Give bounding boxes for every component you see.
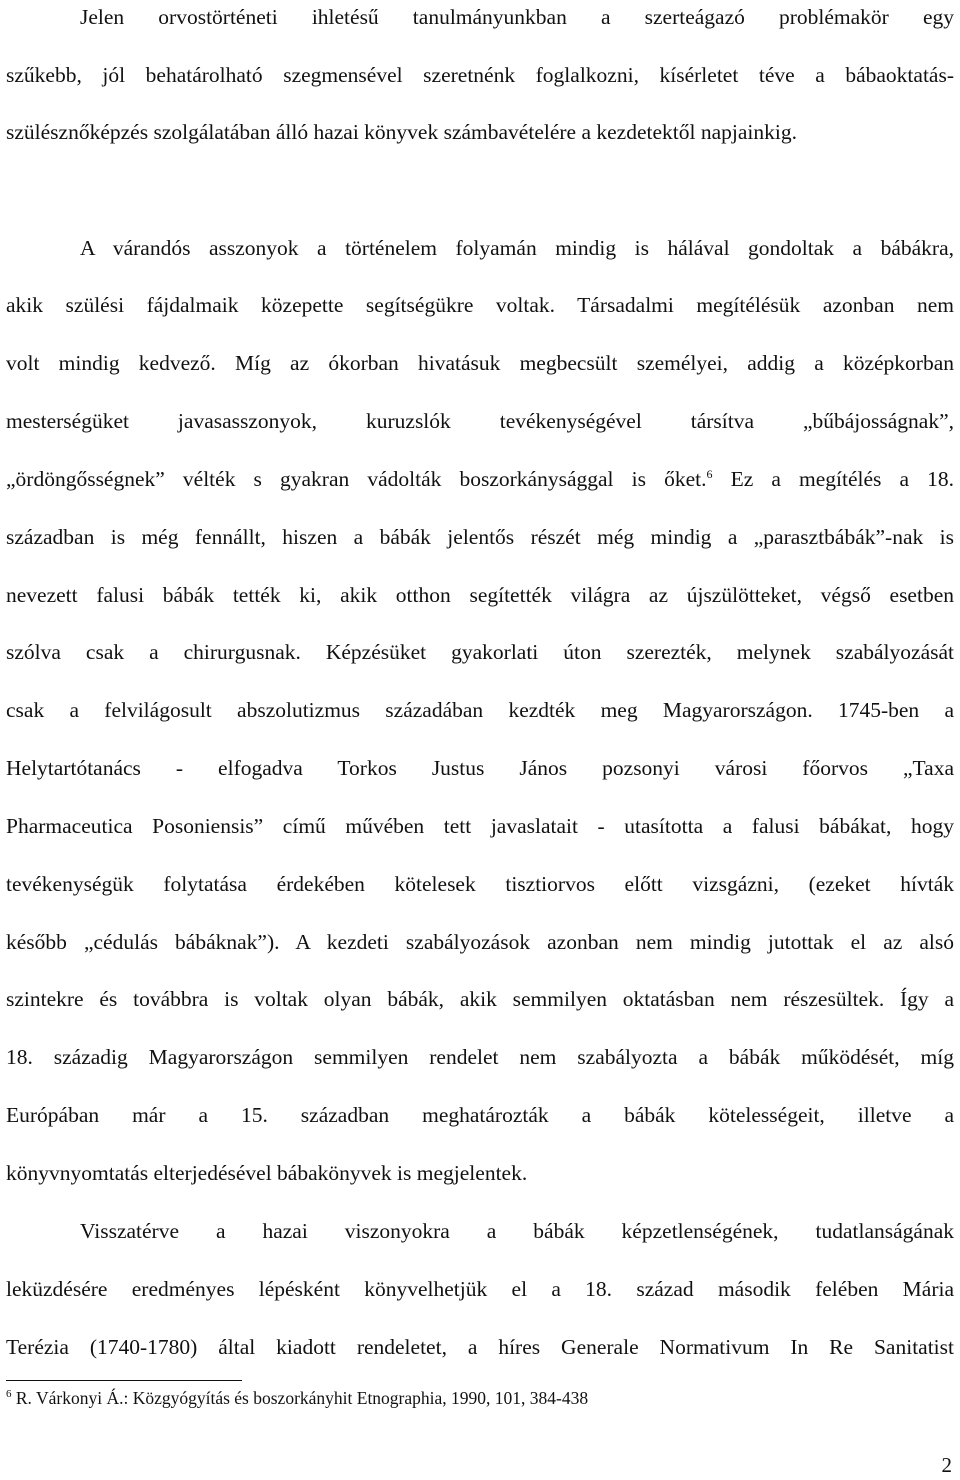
paragraph-2-line-11: Pharmaceutica Posoniensis” című művében tett javaslatait - utasította a falusi bábákat, hogy [6, 814, 954, 838]
paragraph-2-line-17: könyvnyomtatás elterjedésével bábakönyvek is megjelentek. [6, 1161, 528, 1185]
footnote [6, 1386, 954, 1410]
page-number: 2 [941, 1453, 952, 1477]
paragraph-2-line-4: mesterségüket javasasszonyok, kuruzslók tevékenységével társítva „bűbájosságnak”, [6, 409, 954, 433]
footnote-mark: 6 [6, 1388, 12, 1401]
paragraph-2-line-14: szintekre és továbbra is voltak olyan bábák, akik semmilyen oktatásban nem részesültek. Így a [6, 987, 954, 1011]
paragraph-1-line-2: szűkebb, jól behatárolható szegmensével szeretnénk foglalkozni, kísérletet téve a bábaoktatás- [6, 63, 954, 87]
paragraph-3-line-1: Visszatérve a hazai viszonyokra a bábák képzetlenségének, tudatlanságának [80, 1219, 954, 1243]
line-text-continued: Ez a megítélés a 18. [712, 467, 954, 491]
paragraph-2-line-8: szólva csak a chirurgusnak. Képzésüket gyakorlati úton szerezték, melynek szabályozását [6, 640, 954, 664]
paragraph-3-line-3: Terézia (1740-1780) által kiadott rendeletet, a híres Generale Normativum In Re Sanitatist [6, 1335, 954, 1359]
footnote-reference[interactable]: 6 [706, 466, 713, 481]
paragraph-2-line-2: akik szülési fájdalmaik közepette segítségükre voltak. Társadalmi megítélésük azonban nem [6, 293, 954, 317]
paragraph-2-line-6: században is még fennállt, hiszen a bábák jelentős részét még mindig a „parasztbábák”-nak is [6, 525, 954, 549]
paragraph-2-line-7: nevezett falusi bábák tették ki, akik otthon segítették világra az újszülötteket, végső esetben [6, 583, 954, 607]
paragraph-1-line-1: Jelen orvostörténeti ihletésű tanulmányunkban a szerteágazó problémakör egy [80, 5, 954, 29]
paragraph-2-line-3: volt mindig kedvező. Míg az ókorban hivatásuk megbecsült személyei, addig a középkorban [6, 351, 954, 375]
paragraph-2-line-9: csak a felvilágosult abszolutizmus századában kezdték meg Magyarországon. 1745-ben a [6, 698, 954, 722]
paragraph-2-line-15: 18. századig Magyarországon semmilyen rendelet nem szabályozta a bábák működését, míg [6, 1045, 954, 1069]
paragraph-1-line-3: szülésznőképzés szolgálatában álló hazai könyvek számbavételére a kezdetektől napjainkig. [6, 120, 797, 144]
paragraph-2-line-16: Európában már a 15. században meghatározták a bábák kötelességeit, illetve a [6, 1103, 954, 1127]
footnote-text: R. Várkonyi Á.: Közgyógyítás és boszorkányhit Etnographia, 1990, 101, 384-438 [11, 1388, 589, 1408]
paragraph-2-line-13: később „cédulás bábáknak”). A kezdeti szabályozások azonban nem mindig jutottak el az alsó [6, 930, 954, 954]
line-text: „ördöngősségnek” vélték s gyakran vádolták boszorkánysággal is őket. [6, 467, 707, 491]
paragraph-2-line-12: tevékenységük folytatása érdekében kötelesek tisztiorvos előtt vizsgázni, (ezeket hívták [6, 872, 954, 896]
paragraph-3-line-2: leküzdésére eredményes lépésként könyvelhetjük el a 18. század második felében Mária [6, 1277, 954, 1301]
footnote-separator [6, 1380, 242, 1381]
paragraph-2-line-5 [6, 464, 954, 494]
paragraph-2-line-1: A várandós asszonyok a történelem folyamán mindig is hálával gondoltak a bábákra, [80, 236, 954, 260]
paragraph-2-line-10: Helytartótanács - elfogadva Torkos Justus János pozsonyi városi főorvos „Taxa [6, 756, 954, 780]
